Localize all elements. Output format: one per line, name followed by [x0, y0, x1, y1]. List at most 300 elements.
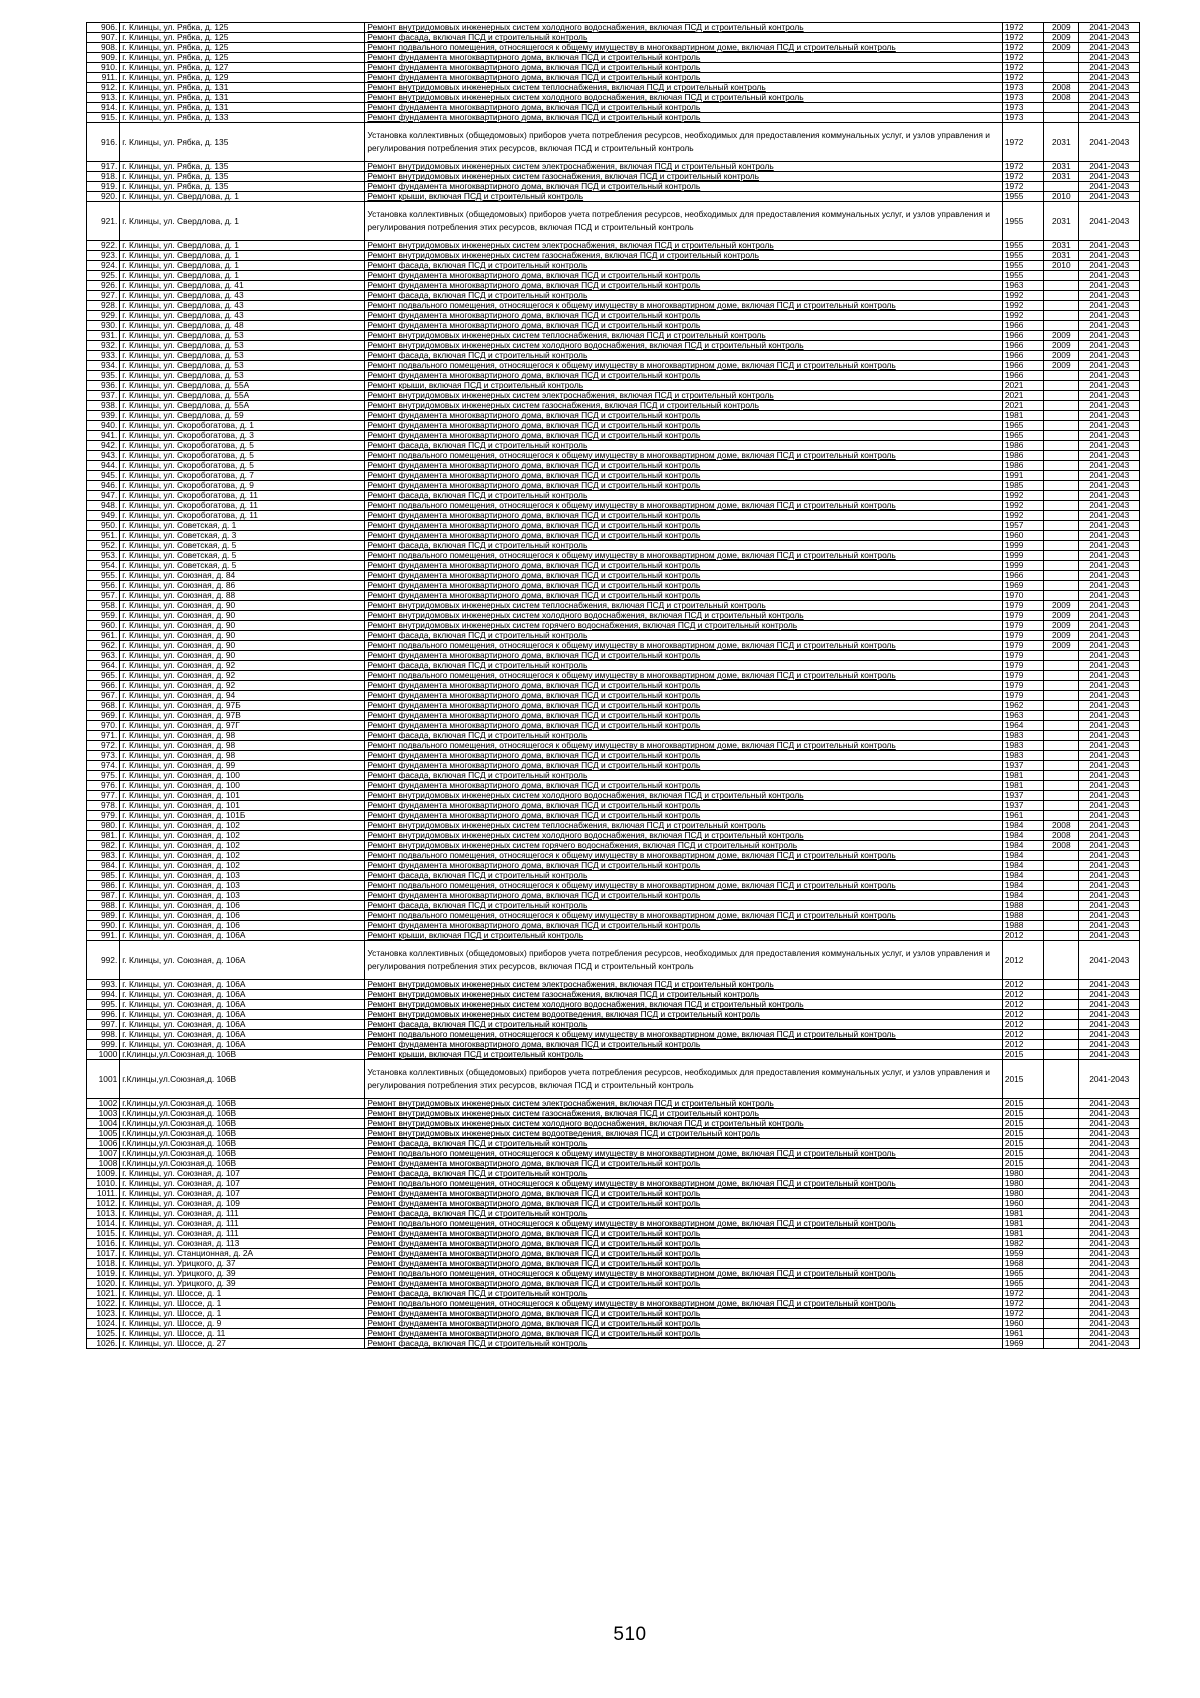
planned-period: 2041-2043: [1079, 1159, 1140, 1169]
work-type: Ремонт внутридомовых инженерных систем водоотведения, включая ПСД и строительный контроль: [365, 1010, 1002, 1020]
address: г. Клинцы, ул. Советская, д. 5: [120, 551, 365, 561]
row-number: 1005: [87, 1129, 120, 1139]
last-repair-year: [1044, 481, 1079, 491]
address: г. Клинцы, ул. Рябка, д. 133: [120, 113, 365, 123]
row-number: 951.: [87, 531, 120, 541]
table-row: [87, 911, 1140, 921]
build-year: 1973: [1002, 93, 1043, 103]
table-row: [87, 1219, 1140, 1229]
last-repair-year: [1044, 1329, 1079, 1339]
planned-period: 2041-2043: [1079, 271, 1140, 281]
last-repair-year: [1044, 691, 1079, 701]
address: г. Клинцы, ул. Союзная, д. 97В: [120, 711, 365, 721]
last-repair-year: [1044, 421, 1079, 431]
work-type: Ремонт фундамента многоквартирного дома, включая ПСД и строительный контроль: [365, 891, 1002, 901]
table-row: [87, 1229, 1140, 1239]
build-year: 1992: [1002, 311, 1043, 321]
row-number: 962.: [87, 641, 120, 651]
address: г. Клинцы, ул. Союзная, д. 106А: [120, 980, 365, 990]
table-row: [87, 881, 1140, 891]
row-number: 988.: [87, 901, 120, 911]
table-row: [87, 1269, 1140, 1279]
table-row: [87, 1249, 1140, 1259]
planned-period: 2041-2043: [1079, 251, 1140, 261]
row-number: 1019.: [87, 1269, 120, 1279]
last-repair-year: [1044, 113, 1079, 123]
last-repair-year: 2009: [1044, 331, 1079, 341]
row-number: 1025.: [87, 1329, 120, 1339]
build-year: 1966: [1002, 321, 1043, 331]
table-row: [87, 631, 1140, 641]
address: г. Клинцы, ул. Рябка, д. 129: [120, 73, 365, 83]
last-repair-year: [1044, 651, 1079, 661]
address: г. Клинцы, ул. Скоробогатова, д. 9: [120, 481, 365, 491]
work-type: Ремонт фундамента многоквартирного дома, включая ПСД и строительный контроль: [365, 1040, 1002, 1050]
work-type: Ремонт фасада, включая ПСД и строительный контроль: [365, 33, 1002, 43]
row-number: 995.: [87, 1000, 120, 1010]
planned-period: 2041-2043: [1079, 781, 1140, 791]
address: г. Клинцы, ул. Союзная, д. 92: [120, 661, 365, 671]
table-row: [87, 661, 1140, 671]
work-type: Ремонт фундамента многоквартирного дома, включая ПСД и строительный контроль: [365, 321, 1002, 331]
planned-period: 2041-2043: [1079, 611, 1140, 621]
address: г.Клинцы,ул.Союзная,д. 106В: [120, 1149, 365, 1159]
table-row: [87, 1209, 1140, 1219]
table-row: [87, 691, 1140, 701]
row-number: 963.: [87, 651, 120, 661]
last-repair-year: [1044, 781, 1079, 791]
planned-period: 2041-2043: [1079, 1319, 1140, 1329]
work-type: Ремонт фундамента многоквартирного дома, включая ПСД и строительный контроль: [365, 761, 1002, 771]
table-row: [87, 251, 1140, 261]
row-number: 945.: [87, 471, 120, 481]
build-year: 1980: [1002, 1169, 1043, 1179]
row-number: 925.: [87, 271, 120, 281]
table-row: [87, 771, 1140, 781]
table-row: [87, 601, 1140, 611]
work-type: Ремонт фундамента многоквартирного дома, включая ПСД и строительный контроль: [365, 531, 1002, 541]
address: г. Клинцы, ул. Свердлова, д. 53: [120, 331, 365, 341]
planned-period: 2041-2043: [1079, 711, 1140, 721]
row-number: 917.: [87, 162, 120, 172]
work-type: Ремонт фундамента многоквартирного дома, включая ПСД и строительный контроль: [365, 471, 1002, 481]
work-type: Ремонт внутридомовых инженерных систем электроснабжения, включая ПСД и строительный контроль: [365, 391, 1002, 401]
table-row: [87, 841, 1140, 851]
row-number: 971.: [87, 731, 120, 741]
last-repair-year: [1044, 521, 1079, 531]
last-repair-year: 2008: [1044, 83, 1079, 93]
row-number: 994.: [87, 990, 120, 1000]
build-year: 2012: [1002, 990, 1043, 1000]
table-row: [87, 831, 1140, 841]
work-type: Ремонт внутридомовых инженерных систем холодного водоснабжения, включая ПСД и строительный контроль: [365, 831, 1002, 841]
build-year: 1972: [1002, 1299, 1043, 1309]
build-year: 1980: [1002, 1189, 1043, 1199]
address: г. Клинцы, ул. Рябка, д. 131: [120, 93, 365, 103]
address: г. Клинцы, ул. Скоробогатова, д. 11: [120, 501, 365, 511]
row-number: 966.: [87, 681, 120, 691]
table-row: [87, 891, 1140, 901]
address: г.Клинцы,ул.Союзная,д. 106В: [120, 1129, 365, 1139]
address: г. Клинцы, ул. Рябка, д. 125: [120, 23, 365, 33]
build-year: 1984: [1002, 851, 1043, 861]
row-number: 981.: [87, 831, 120, 841]
work-type: Ремонт подвального помещения, относящегося к общему имуществу в многоквартирном доме, включая ПСД и строительный контроль: [365, 1219, 1002, 1229]
address: г. Клинцы, ул. Советская, д. 5: [120, 561, 365, 571]
last-repair-year: [1044, 311, 1079, 321]
row-number: 929.: [87, 311, 120, 321]
work-type: Ремонт внутридомовых инженерных систем теплоснабжения, включая ПСД и строительный контроль: [365, 83, 1002, 93]
planned-period: 2041-2043: [1079, 381, 1140, 391]
address: г. Клинцы, ул. Союзная, д. 109: [120, 1199, 365, 1209]
address: г. Клинцы, ул. Рябка, д. 127: [120, 63, 365, 73]
last-repair-year: [1044, 381, 1079, 391]
work-type: Ремонт подвального помещения, относящегося к общему имуществу в многоквартирном доме, включая ПСД и строительный контроль: [365, 911, 1002, 921]
last-repair-year: [1044, 461, 1079, 471]
planned-period: 2041-2043: [1079, 541, 1140, 551]
build-year: 2015: [1002, 1129, 1043, 1139]
last-repair-year: [1044, 1020, 1079, 1030]
address: г. Клинцы, ул. Скоробогатова, д. 7: [120, 471, 365, 481]
table-row: [87, 511, 1140, 521]
last-repair-year: [1044, 591, 1079, 601]
work-type: Ремонт фасада, включая ПСД и строительный контроль: [365, 1339, 1002, 1349]
address: г. Клинцы, ул. Союзная, д. 102: [120, 821, 365, 831]
row-number: 1020.: [87, 1279, 120, 1289]
planned-period: 2041-2043: [1079, 411, 1140, 421]
row-number: 968.: [87, 701, 120, 711]
build-year: 2012: [1002, 1010, 1043, 1020]
last-repair-year: [1044, 1279, 1079, 1289]
address: г. Клинцы, ул. Свердлова, д. 43: [120, 311, 365, 321]
build-year: 1966: [1002, 571, 1043, 581]
row-number: 937.: [87, 391, 120, 401]
address: г. Клинцы, ул. Союзная, д. 90: [120, 601, 365, 611]
build-year: 1972: [1002, 123, 1043, 162]
table-row: [87, 451, 1140, 461]
work-type: Ремонт внутридомовых инженерных систем холодного водоснабжения, включая ПСД и строительный контроль: [365, 791, 1002, 801]
page-number: 510: [613, 1624, 647, 1645]
work-type: Ремонт фундамента многоквартирного дома, включая ПСД и строительный контроль: [365, 103, 1002, 113]
build-year: 1955: [1002, 251, 1043, 261]
planned-period: 2041-2043: [1079, 421, 1140, 431]
planned-period: 2041-2043: [1079, 821, 1140, 831]
table-row: [87, 751, 1140, 761]
last-repair-year: [1044, 871, 1079, 881]
build-year: 1999: [1002, 561, 1043, 571]
address: г. Клинцы, ул. Свердлова, д. 1: [120, 261, 365, 271]
table-row: [87, 1289, 1140, 1299]
row-number: 974.: [87, 761, 120, 771]
row-number: 984.: [87, 861, 120, 871]
build-year: 1988: [1002, 901, 1043, 911]
last-repair-year: [1044, 451, 1079, 461]
last-repair-year: [1044, 801, 1079, 811]
row-number: 911.: [87, 73, 120, 83]
table-row: [87, 651, 1140, 661]
row-number: 944.: [87, 461, 120, 471]
address: г. Клинцы, ул. Станционная, д. 2А: [120, 1249, 365, 1259]
address: г. Клинцы, ул. Скоробогатова, д. 11: [120, 511, 365, 521]
last-repair-year: 2010: [1044, 192, 1079, 202]
row-number: 918.: [87, 172, 120, 182]
work-type: Ремонт внутридомовых инженерных систем холодного водоснабжения, включая ПСД и строительный контроль: [365, 341, 1002, 351]
planned-period: 2041-2043: [1079, 1060, 1140, 1099]
row-number: 987.: [87, 891, 120, 901]
table-row: [87, 162, 1140, 172]
table-row: [87, 351, 1140, 361]
last-repair-year: [1044, 291, 1079, 301]
row-number: 1021.: [87, 1289, 120, 1299]
build-year: 1981: [1002, 1209, 1043, 1219]
build-year: 1992: [1002, 291, 1043, 301]
table-row: [87, 1050, 1140, 1060]
planned-period: 2041-2043: [1079, 1329, 1140, 1339]
work-type: Ремонт фундамента многоквартирного дома, включая ПСД и строительный контроль: [365, 1319, 1002, 1329]
address: г. Клинцы, ул. Свердлова, д. 1: [120, 192, 365, 202]
table-row: [87, 33, 1140, 43]
table-row: [87, 1199, 1140, 1209]
table-row: [87, 431, 1140, 441]
work-type: Ремонт фасада, включая ПСД и строительный контроль: [365, 1020, 1002, 1030]
last-repair-year: [1044, 1000, 1079, 1010]
build-year: 1955: [1002, 271, 1043, 281]
table-row: [87, 781, 1140, 791]
address: г. Клинцы, ул. Союзная, д. 102: [120, 841, 365, 851]
address: г. Клинцы, ул. Свердлова, д. 55А: [120, 391, 365, 401]
row-number: 928.: [87, 301, 120, 311]
work-type: Установка коллективных (общедомовых) приборов учета потребления ресурсов, необходимых для предоставления коммунальных услуг, и узлов управления и регулирования потребления этих ресурсов, включая ПСД и строительный контроль: [365, 941, 1002, 980]
table-row: [87, 401, 1140, 411]
table-row: [87, 901, 1140, 911]
work-type: Ремонт фундамента многоквартирного дома, включая ПСД и строительный контроль: [365, 1259, 1002, 1269]
table-row: [87, 811, 1140, 821]
row-number: 927.: [87, 291, 120, 301]
planned-period: 2041-2043: [1079, 891, 1140, 901]
build-year: 1985: [1002, 481, 1043, 491]
row-number: 992.: [87, 941, 120, 980]
table-row: [87, 291, 1140, 301]
address: г. Клинцы, ул. Урицкого, д. 37: [120, 1259, 365, 1269]
planned-period: 2041-2043: [1079, 1010, 1140, 1020]
row-number: 1023.: [87, 1309, 120, 1319]
table-row: [87, 611, 1140, 621]
address: г. Клинцы, ул. Союзная, д. 101Б: [120, 811, 365, 821]
work-type: Ремонт фундамента многоквартирного дома, включая ПСД и строительный контроль: [365, 431, 1002, 441]
last-repair-year: [1044, 980, 1079, 990]
planned-period: 2041-2043: [1079, 681, 1140, 691]
table-row: [87, 990, 1140, 1000]
address: г. Клинцы, ул. Свердлова, д. 53: [120, 361, 365, 371]
table-row: [87, 1259, 1140, 1269]
row-number: 933.: [87, 351, 120, 361]
row-number: 954.: [87, 561, 120, 571]
address: г.Клинцы,ул.Союзная,д. 106В: [120, 1159, 365, 1169]
table-row: [87, 461, 1140, 471]
address: г. Клинцы, ул. Шоссе, д. 27: [120, 1339, 365, 1349]
address: г. Клинцы, ул. Свердлова, д. 43: [120, 301, 365, 311]
work-type: Ремонт крыши, включая ПСД и строительный контроль: [365, 381, 1002, 391]
planned-period: 2041-2043: [1079, 1299, 1140, 1309]
planned-period: 2041-2043: [1079, 931, 1140, 941]
planned-period: 2041-2043: [1079, 1020, 1140, 1030]
row-number: 1024.: [87, 1319, 120, 1329]
build-year: 1965: [1002, 1279, 1043, 1289]
work-type: Ремонт подвального помещения, относящегося к общему имуществу в многоквартирном доме, включая ПСД и строительный контроль: [365, 1179, 1002, 1189]
last-repair-year: 2010: [1044, 261, 1079, 271]
build-year: 2012: [1002, 931, 1043, 941]
last-repair-year: [1044, 1169, 1079, 1179]
work-type: Ремонт подвального помещения, относящегося к общему имуществу в многоквартирном доме, включая ПСД и строительный контроль: [365, 501, 1002, 511]
build-year: 1969: [1002, 581, 1043, 591]
planned-period: 2041-2043: [1079, 791, 1140, 801]
planned-period: 2041-2043: [1079, 63, 1140, 73]
table-row: [87, 1239, 1140, 1249]
last-repair-year: [1044, 371, 1079, 381]
last-repair-year: [1044, 1189, 1079, 1199]
build-year: 1986: [1002, 441, 1043, 451]
planned-period: 2041-2043: [1079, 431, 1140, 441]
planned-period: 2041-2043: [1079, 351, 1140, 361]
address: г. Клинцы, ул. Союзная, д. 106А: [120, 990, 365, 1000]
last-repair-year: [1044, 1030, 1079, 1040]
row-number: 957.: [87, 591, 120, 601]
table-row: [87, 481, 1140, 491]
row-number: 940.: [87, 421, 120, 431]
row-number: 961.: [87, 631, 120, 641]
build-year: 1988: [1002, 921, 1043, 931]
work-type: Ремонт фундамента многоквартирного дома, включая ПСД и строительный контроль: [365, 651, 1002, 661]
address: г. Клинцы, ул. Советская, д. 3: [120, 531, 365, 541]
work-type: Ремонт фасада, включая ПСД и строительный контроль: [365, 291, 1002, 301]
row-number: 923.: [87, 251, 120, 261]
address: г. Клинцы, ул. Шоссе, д. 9: [120, 1319, 365, 1329]
address: г.Клинцы,ул.Союзная,д. 106В: [120, 1060, 365, 1099]
last-repair-year: [1044, 53, 1079, 63]
table-row: [87, 381, 1140, 391]
planned-period: 2041-2043: [1079, 83, 1140, 93]
planned-period: 2041-2043: [1079, 661, 1140, 671]
row-number: 916.: [87, 123, 120, 162]
address: г. Клинцы, ул. Союзная, д. 101: [120, 791, 365, 801]
planned-period: 2041-2043: [1079, 531, 1140, 541]
row-number: 1009.: [87, 1169, 120, 1179]
work-type: Ремонт фундамента многоквартирного дома, включая ПСД и строительный контроль: [365, 751, 1002, 761]
planned-period: 2041-2043: [1079, 281, 1140, 291]
build-year: 1992: [1002, 501, 1043, 511]
table-row: [87, 851, 1140, 861]
planned-period: 2041-2043: [1079, 1229, 1140, 1239]
table-row: [87, 1040, 1140, 1050]
build-year: 2015: [1002, 1159, 1043, 1169]
table-row: [87, 551, 1140, 561]
build-year: 1986: [1002, 461, 1043, 471]
work-type: Ремонт фундамента многоквартирного дома, включая ПСД и строительный контроль: [365, 721, 1002, 731]
address: г. Клинцы, ул. Союзная, д. 111: [120, 1219, 365, 1229]
last-repair-year: [1044, 851, 1079, 861]
work-type: Ремонт внутридомовых инженерных систем холодного водоснабжения, включая ПСД и строительный контроль: [365, 1000, 1002, 1010]
address: г. Клинцы, ул. Союзная, д. 92: [120, 681, 365, 691]
address: г. Клинцы, ул. Союзная, д. 107: [120, 1189, 365, 1199]
table-row: [87, 361, 1140, 371]
work-type: Ремонт крыши, включая ПСД и строительный контроль: [365, 192, 1002, 202]
build-year: 1960: [1002, 1319, 1043, 1329]
work-type: Ремонт фундамента многоквартирного дома, включая ПСД и строительный контроль: [365, 182, 1002, 192]
build-year: 1972: [1002, 43, 1043, 53]
work-type: Ремонт фасада, включая ПСД и строительный контроль: [365, 901, 1002, 911]
table-row: [87, 761, 1140, 771]
build-year: 1972: [1002, 1289, 1043, 1299]
build-year: 1983: [1002, 741, 1043, 751]
work-type: Ремонт подвального помещения, относящегося к общему имуществу в многоквартирном доме, включая ПСД и строительный контроль: [365, 361, 1002, 371]
address: г. Клинцы, ул. Свердлова, д. 59: [120, 411, 365, 421]
planned-period: 2041-2043: [1079, 871, 1140, 881]
last-repair-year: [1044, 661, 1079, 671]
last-repair-year: 2009: [1044, 23, 1079, 33]
table-row: [87, 621, 1140, 631]
last-repair-year: [1044, 731, 1079, 741]
row-number: 947.: [87, 491, 120, 501]
work-type: Ремонт подвального помещения, относящегося к общему имуществу в многоквартирном доме, включая ПСД и строительный контроль: [365, 741, 1002, 751]
table-row: [87, 501, 1140, 511]
table-row: [87, 63, 1140, 73]
last-repair-year: [1044, 891, 1079, 901]
last-repair-year: [1044, 501, 1079, 511]
row-number: 910.: [87, 63, 120, 73]
work-type: Ремонт фундамента многоквартирного дома, включая ПСД и строительный контроль: [365, 1159, 1002, 1169]
last-repair-year: 2009: [1044, 641, 1079, 651]
work-type: Ремонт фундамента многоквартирного дома, включая ПСД и строительный контроль: [365, 53, 1002, 63]
row-number: 979.: [87, 811, 120, 821]
build-year: 1937: [1002, 791, 1043, 801]
build-year: 1972: [1002, 33, 1043, 43]
address: г. Клинцы, ул. Союзная, д. 102: [120, 861, 365, 871]
address: г. Клинцы, ул. Союзная, д. 103: [120, 891, 365, 901]
address: г. Клинцы, ул. Шоссе, д. 1: [120, 1289, 365, 1299]
address: г. Клинцы, ул. Рябка, д. 135: [120, 162, 365, 172]
last-repair-year: [1044, 881, 1079, 891]
build-year: 1961: [1002, 811, 1043, 821]
build-year: 2012: [1002, 1030, 1043, 1040]
last-repair-year: [1044, 1209, 1079, 1219]
build-year: 1966: [1002, 371, 1043, 381]
address: г. Клинцы, ул. Рябка, д. 135: [120, 123, 365, 162]
address: г. Клинцы, ул. Свердлова, д. 48: [120, 321, 365, 331]
build-year: 1973: [1002, 103, 1043, 113]
table-row: [87, 301, 1140, 311]
row-number: 942.: [87, 441, 120, 451]
table-row: [87, 202, 1140, 241]
planned-period: 2041-2043: [1079, 811, 1140, 821]
planned-period: 2041-2043: [1079, 1259, 1140, 1269]
work-type: Ремонт подвального помещения, относящегося к общему имуществу в многоквартирном доме, включая ПСД и строительный контроль: [365, 1299, 1002, 1309]
build-year: 1965: [1002, 1269, 1043, 1279]
last-repair-year: [1044, 751, 1079, 761]
table-row: [87, 561, 1140, 571]
row-number: 956.: [87, 581, 120, 591]
last-repair-year: 2031: [1044, 162, 1079, 172]
last-repair-year: [1044, 1050, 1079, 1060]
row-number: 935.: [87, 371, 120, 381]
address: г. Клинцы, ул. Рябка, д. 131: [120, 83, 365, 93]
work-type: Ремонт подвального помещения, относящегося к общему имуществу в многоквартирном доме, включая ПСД и строительный контроль: [365, 301, 1002, 311]
address: г. Клинцы, ул. Шоссе, д. 11: [120, 1329, 365, 1339]
table-row: [87, 931, 1140, 941]
planned-period: 2041-2043: [1079, 801, 1140, 811]
table-row: [87, 1000, 1140, 1010]
last-repair-year: [1044, 571, 1079, 581]
planned-period: 2041-2043: [1079, 1199, 1140, 1209]
